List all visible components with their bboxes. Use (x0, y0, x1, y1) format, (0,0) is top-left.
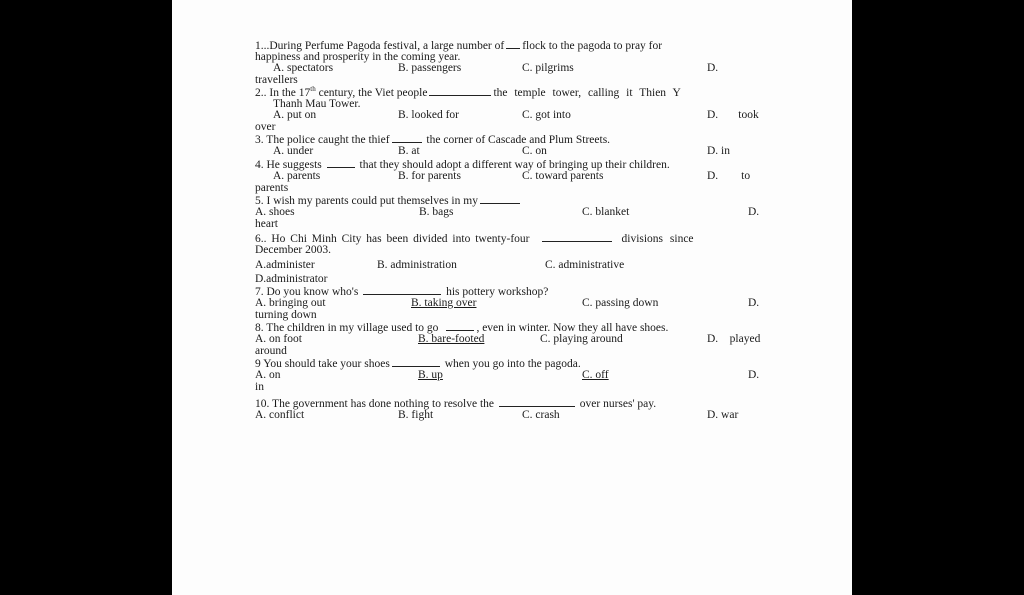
stem-continuation: Thanh Mau Tower. (273, 98, 361, 110)
stem-text: the corner of Cascade and Plum Streets. (426, 134, 611, 146)
option-c: C. off (582, 369, 609, 381)
option-c: C. playing around (540, 333, 623, 345)
option-a: A. bringing out (255, 297, 326, 309)
option-c: C. got into (522, 109, 571, 121)
option-a: A. on (255, 369, 281, 381)
stem-continuation: happiness and prosperity in the coming year. (255, 51, 461, 63)
stem-text: divisions since (621, 233, 694, 245)
stem-text: 1...During Perfume Pagoda festival, a large number of (255, 40, 505, 52)
option-a: A. parents (273, 170, 321, 182)
question-stem (255, 357, 775, 370)
answer-blank (506, 39, 520, 49)
question-1 (255, 39, 775, 86)
options-row (255, 110, 775, 122)
option-overflow: travellers (255, 74, 298, 86)
stem-text: flock to the pagoda to pray for (522, 40, 663, 52)
question-stem (255, 397, 775, 410)
option-b: B. fight (398, 409, 434, 421)
options-row (255, 410, 775, 422)
exercise-sheet (255, 39, 775, 422)
options-row (255, 63, 775, 75)
stem-text: when you go into the pagoda. (444, 358, 581, 370)
stem-text: 2.. In the 17th century, the Viet people (255, 85, 428, 99)
option-a: A.administer (255, 259, 315, 271)
document-page (172, 0, 852, 595)
stem-text: 9 You should take your shoes (255, 358, 390, 370)
option-overflow: heart (255, 218, 278, 230)
answer-blank (392, 357, 440, 367)
option-overflow: turning down (255, 309, 317, 321)
option-a: A. shoes (255, 206, 295, 218)
option-overflow: around (255, 345, 287, 357)
question-10 (255, 397, 775, 422)
option-c: C. blanket (582, 206, 630, 218)
stem-text: , even in winter. Now they all have shoes. (476, 322, 669, 334)
answer-blank (327, 158, 355, 168)
question-4 (255, 158, 775, 194)
option-d: D. to (707, 170, 751, 182)
option-b: B. at (398, 145, 420, 157)
question-5 (255, 194, 775, 230)
options-row (255, 298, 775, 310)
answer-blank (480, 194, 520, 204)
stem-text: 3. The police caught the thief (255, 134, 390, 146)
option-b: B. passengers (398, 62, 462, 74)
option-b: B. taking over (411, 297, 477, 309)
stem-text: that they should adopt a different way of bringing up their children. (359, 159, 670, 171)
stem-text: his pottery workshop? (446, 286, 549, 298)
option-b: B. looked for (398, 109, 460, 121)
option-d: D. (707, 62, 719, 74)
option-d: D.administrator (255, 273, 328, 285)
question-stem (255, 321, 775, 334)
option-d: D. (748, 297, 760, 309)
question-stem (255, 133, 775, 146)
option-a: A. under (273, 145, 314, 157)
option-c: C. on (522, 145, 547, 157)
options-row (255, 171, 775, 183)
question-3 (255, 133, 775, 158)
stem-text: 7. Do you know who's (255, 286, 359, 298)
question-7 (255, 285, 775, 321)
stem-continuation: December 2003. (255, 244, 331, 256)
option-overflow: parents (255, 182, 289, 194)
question-stem (255, 232, 775, 245)
question-9 (255, 357, 775, 393)
stem-text: 6.. Ho Chi Minh City has been divided into twenty-four (255, 233, 530, 245)
option-c: C. administrative (545, 259, 625, 271)
answer-blank (499, 397, 575, 407)
option-d: D. (748, 206, 760, 218)
stem-text: over nurses' pay. (579, 398, 657, 410)
option-b: B. for parents (398, 170, 461, 182)
stem-text: 5. I wish my parents could put themselves in my (255, 195, 478, 207)
option-c: C. crash (522, 409, 560, 421)
question-8 (255, 321, 775, 357)
option-c: C. passing down (582, 297, 659, 309)
question-stem (255, 285, 775, 298)
options-row (255, 260, 775, 272)
option-d: D. played (707, 333, 761, 345)
question-6 (255, 232, 775, 285)
option-a: A. conflict (255, 409, 305, 421)
answer-blank (363, 285, 441, 295)
option-c: C. pilgrims (522, 62, 574, 74)
option-overflow: over (255, 121, 276, 133)
options-row (255, 370, 775, 382)
stem-text: the temple tower, calling it Thien Y (493, 87, 681, 99)
option-overflow: in (255, 381, 264, 393)
stem-text: 4. He suggests (255, 159, 322, 171)
answer-blank (429, 86, 491, 96)
options-row (255, 207, 775, 219)
option-b: B. administration (377, 259, 457, 271)
answer-blank (446, 321, 474, 331)
question-stem (255, 158, 775, 171)
stem-text: 10. The government has done nothing to resolve the (255, 398, 495, 410)
answer-blank (542, 232, 612, 242)
option-b: B. bare-footed (418, 333, 485, 345)
options-row (255, 334, 775, 346)
option-a: A. on foot (255, 333, 302, 345)
options-row (255, 146, 775, 158)
option-d: D. took (707, 109, 759, 121)
answer-blank (392, 133, 422, 143)
option-d: D. war (707, 409, 739, 421)
option-d: D. in (707, 145, 730, 157)
option-b: B. up (418, 369, 443, 381)
question-stem (255, 194, 775, 207)
question-2 (255, 86, 775, 133)
option-a: A. put on (273, 109, 317, 121)
option-b: B. bags (419, 206, 454, 218)
option-a: A. spectators (273, 62, 334, 74)
option-d: D. (748, 369, 760, 381)
option-c: C. toward parents (522, 170, 604, 182)
stem-text: 8. The children in my village used to go (255, 322, 439, 334)
